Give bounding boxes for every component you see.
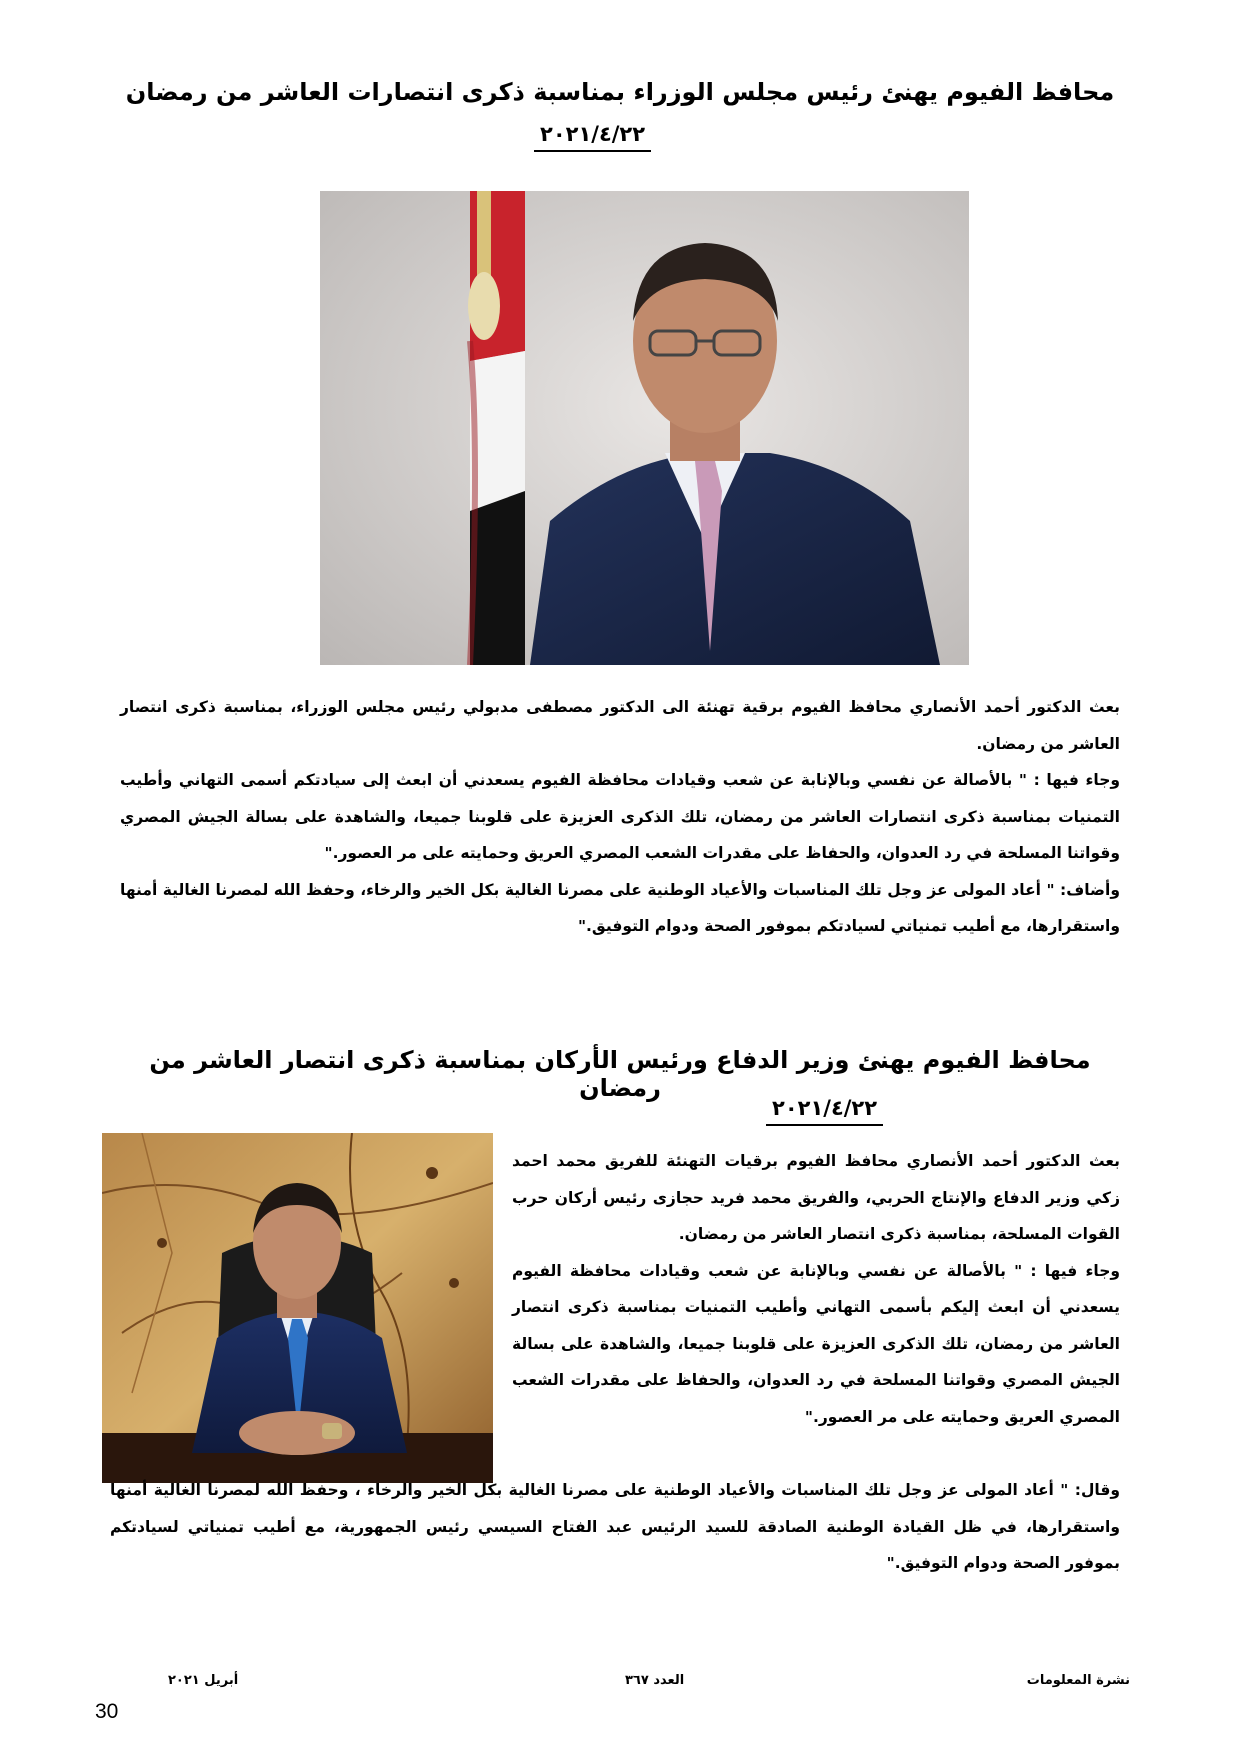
article1-paragraph: بعث الدكتور أحمد الأنصاري محافظ الفيوم برقية تهنئة الى الدكتور مصطفى مدبولي رئيس مجلس الوزراء، بمناسبة ذكرى انتصار العاشر من رمضان. xyxy=(120,698,1120,753)
footer-month: أبريل ٢٠٢١ xyxy=(168,1673,239,1688)
article2-paragraph: وقال: " أعاد المولى عز وجل تلك المناسبات والأعياد الوطنية على مصرنا الغالية بكل الخير والرخاء ، وحفظ الله لمصرنا الغالية أمنها واستقرارها، في ظل القيادة الوطنية الصادقة للسيد الرئيس عبد الفتاح السيسي رئيس الجمهورية، مع أطيب تمنياتي لسيادتكم بموفور الصحة ودوام التوفيق." xyxy=(110,1481,1120,1572)
article1-title: محافظ الفيوم يهنئ رئيس مجلس الوزراء بمناسبة ذكرى انتصارات العاشر من رمضان xyxy=(125,78,1115,106)
footer-publication: نشرة المعلومات xyxy=(1026,1673,1130,1688)
article1-body xyxy=(120,689,1120,945)
footer-issue: العدد ٣٦٧ xyxy=(625,1673,685,1688)
article2-paragraph: وجاء فيها : " بالأصالة عن نفسي وبالإنابة عن شعب وقيادات محافظة الفيوم يسعدني أن ابعث إليكم بأسمى التهاني وأطيب التمنيات بمناسبة ذكرى انتصار العاشر من رمضان، تلك الذكرى العزيزة على قلوبنا جميعا، والشاهدة على بسالة الجيش المصري وقواتنا المسلحة في رد العدوان، والحفاظ على مقدرات الشعب المصري العريق وحمايته على مر العصور." xyxy=(512,1261,1120,1426)
article2-body-full xyxy=(110,1472,1120,1582)
article2-paragraph: بعث الدكتور أحمد الأنصاري محافظ الفيوم برقيات التهنئة للفريق محمد احمد زكي وزير الدفاع والإنتاج الحربي، والفريق محمد فريد حجازى رئيس أركان حرب القوات المسلحة، بمناسبة ذكرى انتصار العاشر من رمضان. xyxy=(512,1152,1120,1243)
article2-title: محافظ الفيوم يهنئ وزير الدفاع ورئيس الأركان بمناسبة ذكرى انتصار العاشر من رمضان xyxy=(149,1046,1091,1102)
article1-date: ٢٠٢١/٤/٢٢ xyxy=(534,122,651,152)
article2-date: ٢٠٢١/٤/٢٢ xyxy=(766,1096,883,1126)
page-number: 30 xyxy=(95,1700,119,1723)
article1-paragraph: وجاء فيها : " بالأصالة عن نفسي وبالإنابة عن شعب وقيادات محافظة الفيوم يسعدني أن ابعث إلى سيادتكم أسمى التهاني وأطيب التمنيات بمناسبة ذكرى انتصارات العاشر من رمضان، تلك الذكرى العزيزة على قلوبنا جميعا، والشاهدة على بسالة الجيش المصري وقواتنا المسلحة في رد العدوان، والحفاظ على مقدرات الشعب المصري العريق وحمايته على مر العصور." xyxy=(120,771,1120,862)
prime-minister-photo xyxy=(320,191,969,665)
governor-photo xyxy=(102,1133,493,1483)
article2-body-side xyxy=(512,1143,1120,1435)
article1-paragraph: وأضاف: " أعاد المولى عز وجل تلك المناسبات والأعياد الوطنية على مصرنا الغالية بكل الخير والرخاء، وحفظ الله لمصرنا الغالية أمنها واستقرارها، مع أطيب تمنياتي لسيادتكم بموفور الصحة ودوام التوفيق." xyxy=(120,880,1120,935)
